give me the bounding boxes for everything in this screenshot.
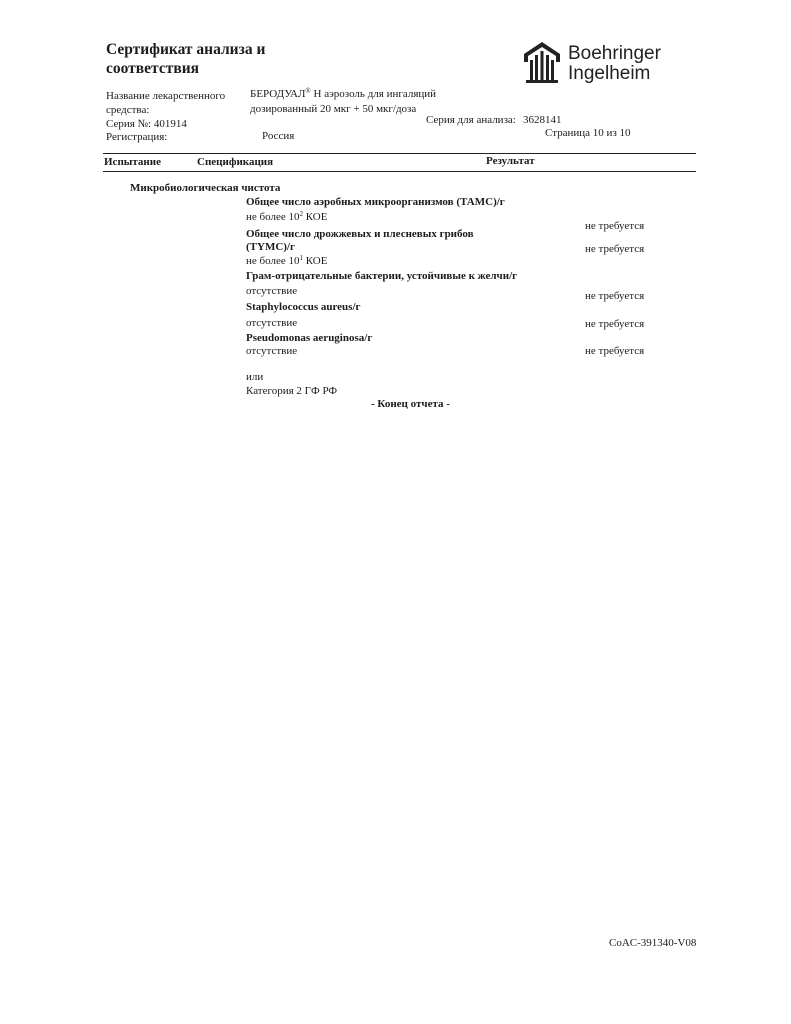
- table-top-rule: [103, 153, 696, 154]
- spec-staphylococcus: отсутствие: [246, 317, 298, 329]
- document-title-line1: Сертификат анализа и: [106, 41, 266, 58]
- result-pseudomonas: не требуется: [585, 345, 645, 357]
- result-tamc: не требуется: [585, 220, 645, 232]
- test-title-gram-negative: Грам-отрицательные бактерии, устойчивые к желчи/г: [246, 270, 518, 282]
- product-label-line1: Название лекарственного: [106, 90, 226, 102]
- end-of-report: - Конец отчета -: [371, 398, 450, 410]
- series-number: Серия №: 401914: [106, 118, 187, 130]
- test-title-tymc: Общее число дрожжевых и плесневых грибов: [246, 228, 474, 240]
- test-title-tymc-line2: (ТYMC)/г: [246, 241, 295, 253]
- result-staphylococcus: не требуется: [585, 318, 645, 330]
- test-title-tamc: Общее число аэробных микроорганизмов (ТАМС)/г: [246, 196, 505, 208]
- registration-label: Регистрация:: [106, 131, 168, 143]
- analysis-series-label: Серия для анализа:: [426, 114, 516, 126]
- table-header-rule: [103, 171, 696, 172]
- logo-text-line2: Ingelheim: [568, 63, 651, 84]
- or-text: или: [246, 371, 264, 383]
- spec-tamc: не более $10^2$ КОЕ: [246, 210, 328, 223]
- company-logo: [522, 40, 562, 89]
- document-title-line2: соответствия: [106, 60, 200, 77]
- category-text: Категория 2 ГФ РФ: [246, 385, 338, 397]
- footer-document-code: CoAC-391340-V08: [609, 937, 697, 949]
- page-number: Страница 10 из 10: [545, 127, 631, 139]
- logo-text-line1: Boehringer: [568, 43, 661, 64]
- product-name-line2: дозированный 20 мкг + 50 мкг/доза: [250, 103, 417, 115]
- test-title-pseudomonas: Pseudomonas aeruginosa/г: [246, 332, 373, 344]
- result-gram-negative: не требуется: [585, 290, 645, 302]
- spec-gram-negative: отсутствие: [246, 285, 298, 297]
- analysis-series-value: 3628141: [523, 114, 562, 126]
- boehringer-building-icon: [522, 40, 562, 84]
- column-header-spec: Спецификация: [197, 156, 274, 168]
- column-header-test: Испытание: [104, 156, 161, 168]
- product-name-line1: БЕРОДУАЛ® Н аэрозоль для ингаляций: [250, 87, 437, 100]
- result-tymc: не требуется: [585, 243, 645, 255]
- spec-pseudomonas: отсутствие: [246, 345, 298, 357]
- column-header-result: Результат: [486, 155, 535, 167]
- registration-value: Россия: [262, 130, 295, 142]
- test-title-staphylococcus: Staphylococcus aureus/г: [246, 301, 361, 313]
- section-title: Микробиологическая чистота: [130, 182, 281, 194]
- product-label-line2: средства:: [106, 104, 150, 116]
- spec-tymc: не более $10^1$ КОЕ: [246, 254, 328, 267]
